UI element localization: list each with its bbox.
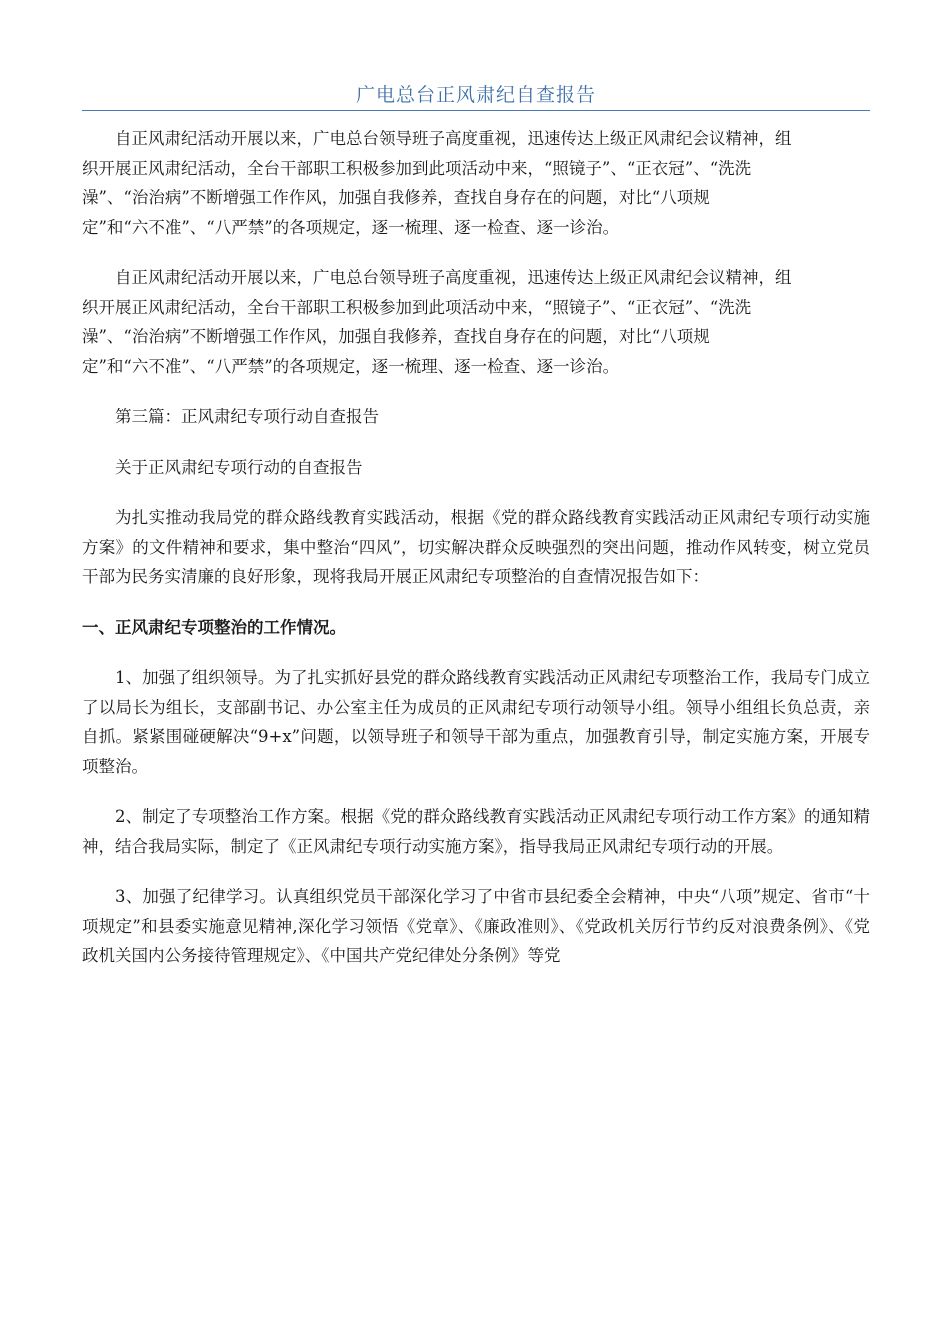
list-item-3: 3、加强了纪律学习。认真组织党员干部深化学习了中省市县纪委全会精神，中央“八项”规定、省市“十项规定”和县委实施意见精神,深化学习领悟《党章》、《廉政准则》、《党政机关厉行节约反对浪费条例》、《党政机关国内公务接待管理规定》、《中国共产党纪律处分条例》等党 xyxy=(82,887,870,965)
list-item-2: 2、制定了专项整治工作方案。根据《党的群众路线教育实践活动正风肃纪专项行动工作方案》的通知精神，结合我局实际，制定了《正风肃纪专项行动实施方案》，指导我局正风肃纪专项行动的开展。 xyxy=(82,807,870,856)
document-body xyxy=(82,124,870,971)
section-heading: 一、正风肃纪专项整治的工作情况。 xyxy=(82,617,346,637)
report-subtitle: 关于正风肃纪专项行动的自查报告 xyxy=(115,457,363,477)
paragraph-intro-2 xyxy=(82,263,870,381)
text-line: 定”和“六不准”、“八严禁”的各项规定，逐一梳理、逐一检查、逐一诊治。 xyxy=(82,217,620,237)
text-line: 自正风肃纪活动开展以来，广电总台领导班子高度重视，迅速传达上级正风肃纪会议精神，组 xyxy=(115,268,792,287)
text-line: 定”和“六不准”、“八严禁”的各项规定，逐一梳理、逐一检查、逐一诊治。 xyxy=(82,356,620,376)
text-line: 自正风肃纪活动开展以来，广电总台领导班子高度重视，迅速传达上级正风肃纪会议精神，组 xyxy=(115,129,792,148)
page-header xyxy=(82,80,870,111)
paragraph-intro-1 xyxy=(82,124,870,242)
chapter-title: 第三篇：正风肃纪专项行动自查报告 xyxy=(115,407,379,426)
text-line: 织开展正风肃纪活动，全台干部职工积极参加到此项活动中来，“照镜子”、“正衣冠”、“洗洗 xyxy=(82,158,752,178)
text-line: 澡”、“治治病”不断增强工作作风，加强自我修养，查找自身存在的问题，对比“八项规 xyxy=(82,188,710,207)
text-line: 澡”、“治治病”不断增强工作作风，加强自我修养，查找自身存在的问题，对比“八项规 xyxy=(82,327,710,346)
text-line: 织开展正风肃纪活动，全台干部职工积极参加到此项活动中来，“照镜子”、“正衣冠”、“洗洗 xyxy=(82,297,752,317)
paragraph-preface: 为扎实推动我局党的群众路线教育实践活动，根据《党的群众路线教育实践活动正风肃纪专项行动实施方案》的文件精神和要求，集中整治“四风”，切实解决群众反映强烈的突出问题，推动作风转变，树立党员干部为民务实清廉的良好形象，现将我局开展正风肃纪专项整治的自查情况报告如下： xyxy=(82,508,870,586)
list-item-1: 1、加强了组织领导。为了扎实抓好县党的群众路线教育实践活动正风肃纪专项整治工作，我局专门成立了以局长为组长，支部副书记、办公室主任为成员的正风肃纪专项行动领导小组。领导小组组长负总责，亲自抓。紧紧围碰硬解决“9+x”问题，以领导班子和领导干部为重点，加强教育引导，制定实施方案，开展专项整治。 xyxy=(82,668,870,776)
document-title: 广电总台正风肃纪自查报告 xyxy=(355,84,596,106)
